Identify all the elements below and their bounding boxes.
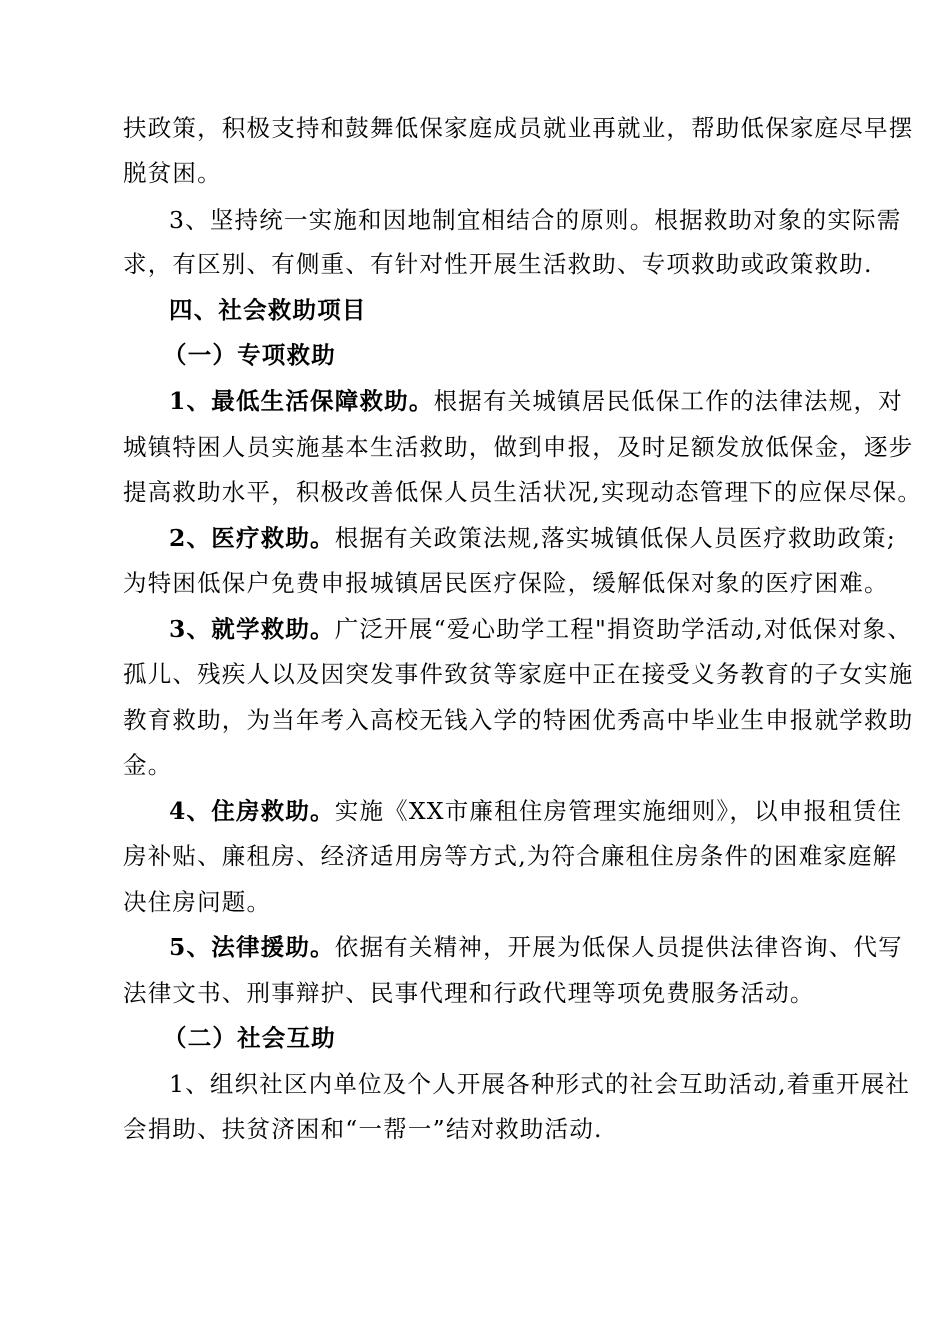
text-line <box>123 249 950 279</box>
text-segment: （一）专项救助 <box>163 341 336 369</box>
text-line <box>169 205 950 235</box>
text-line <box>169 796 950 826</box>
text-segment: 教育救助，为当年考入高校无钱入学的特困优秀高中毕业生申报就学救助 <box>123 706 914 734</box>
section-heading <box>169 295 950 325</box>
item-heading: 5、法律援助。 <box>169 933 335 961</box>
text-segment: 依据有关精神，开展为低保人员提供法律咨询、代写 <box>334 933 903 961</box>
text-segment: 孤儿、残疾人以及因突发事件致贫等家庭中正在接受义务教育的子女实施 <box>123 660 914 688</box>
text-segment: 根据有关政策法规,落实城镇低保人员医疗救助政策; <box>334 524 896 552</box>
text-line <box>123 432 950 462</box>
text-segment: 根据有关城镇居民低保工作的法律法规，对 <box>433 387 903 415</box>
text-segment: 1、组织社区内单位及个人开展各种形式的社会互助活动,着重开展社 <box>169 1070 911 1098</box>
text-segment: 城镇特困人员实施基本生活救助，做到申报，及时足额发放低保金，逐步 <box>123 433 914 461</box>
text-segment: 为特困低保户免费申报城镇居民医疗保险，缓解低保对象的医疗困难。 <box>123 569 889 597</box>
text-line <box>123 113 950 143</box>
text-line <box>123 477 950 507</box>
text-segment: 法律文书、刑事辩护、民事代理和行政代理等项免费服务活动。 <box>123 979 815 1007</box>
text-segment: 脱贫困。 <box>123 159 222 187</box>
text-line <box>123 1114 950 1144</box>
text-line <box>123 750 950 780</box>
text-line <box>123 705 950 735</box>
text-segment: 房补贴、廉租房、经济适用房等方式,为符合廉租住房条件的困难家庭解 <box>123 842 898 870</box>
text-line <box>169 932 950 962</box>
text-segment: 实施《XX市廉租住房管理实施细则》，以申报租赁住 <box>334 797 903 825</box>
text-segment: 决住房问题。 <box>123 888 272 916</box>
text-segment: 扶政策，积极支持和鼓舞低保家庭成员就业再就业，帮助低保家庭尽早摆 <box>123 114 914 142</box>
item-heading: 4、住房救助。 <box>169 797 335 825</box>
text-segment: 提高救助水平，积极改善低保人员生活状况,实现动态管理下的应保尽保。 <box>123 478 923 506</box>
item-heading: 2、医疗救助。 <box>169 524 335 552</box>
text-line <box>169 1069 950 1099</box>
text-segment: 金。 <box>123 751 173 779</box>
text-line <box>123 158 950 188</box>
text-line <box>169 386 950 416</box>
text-line <box>123 887 950 917</box>
text-line <box>123 978 950 1008</box>
text-segment: 广泛开展“爱心助学工程"捐资助学活动,对低保对象、 <box>334 615 913 643</box>
item-heading: 3、就学救助。 <box>169 615 335 643</box>
text-line <box>123 659 950 689</box>
text-segment: 四、社会救助项目 <box>169 296 367 324</box>
item-heading: 1、最低生活保障救助。 <box>169 387 434 415</box>
text-segment: （二）社会互助 <box>163 1024 336 1052</box>
text-line <box>123 841 950 871</box>
subsection-heading <box>163 340 950 370</box>
text-line <box>169 614 950 644</box>
text-line <box>123 568 950 598</box>
text-segment: 会捐助、扶贫济困和“一帮一”结对救助活动. <box>123 1115 603 1143</box>
text-segment: 3、坚持统一实施和因地制宜相结合的原则。根据救助对象的实际需 <box>169 206 902 234</box>
subsection-heading <box>163 1023 950 1053</box>
text-segment: 求，有区别、有侧重、有针对性开展生活救助、专项救助或政策救助. <box>123 250 873 278</box>
text-line <box>169 523 950 553</box>
